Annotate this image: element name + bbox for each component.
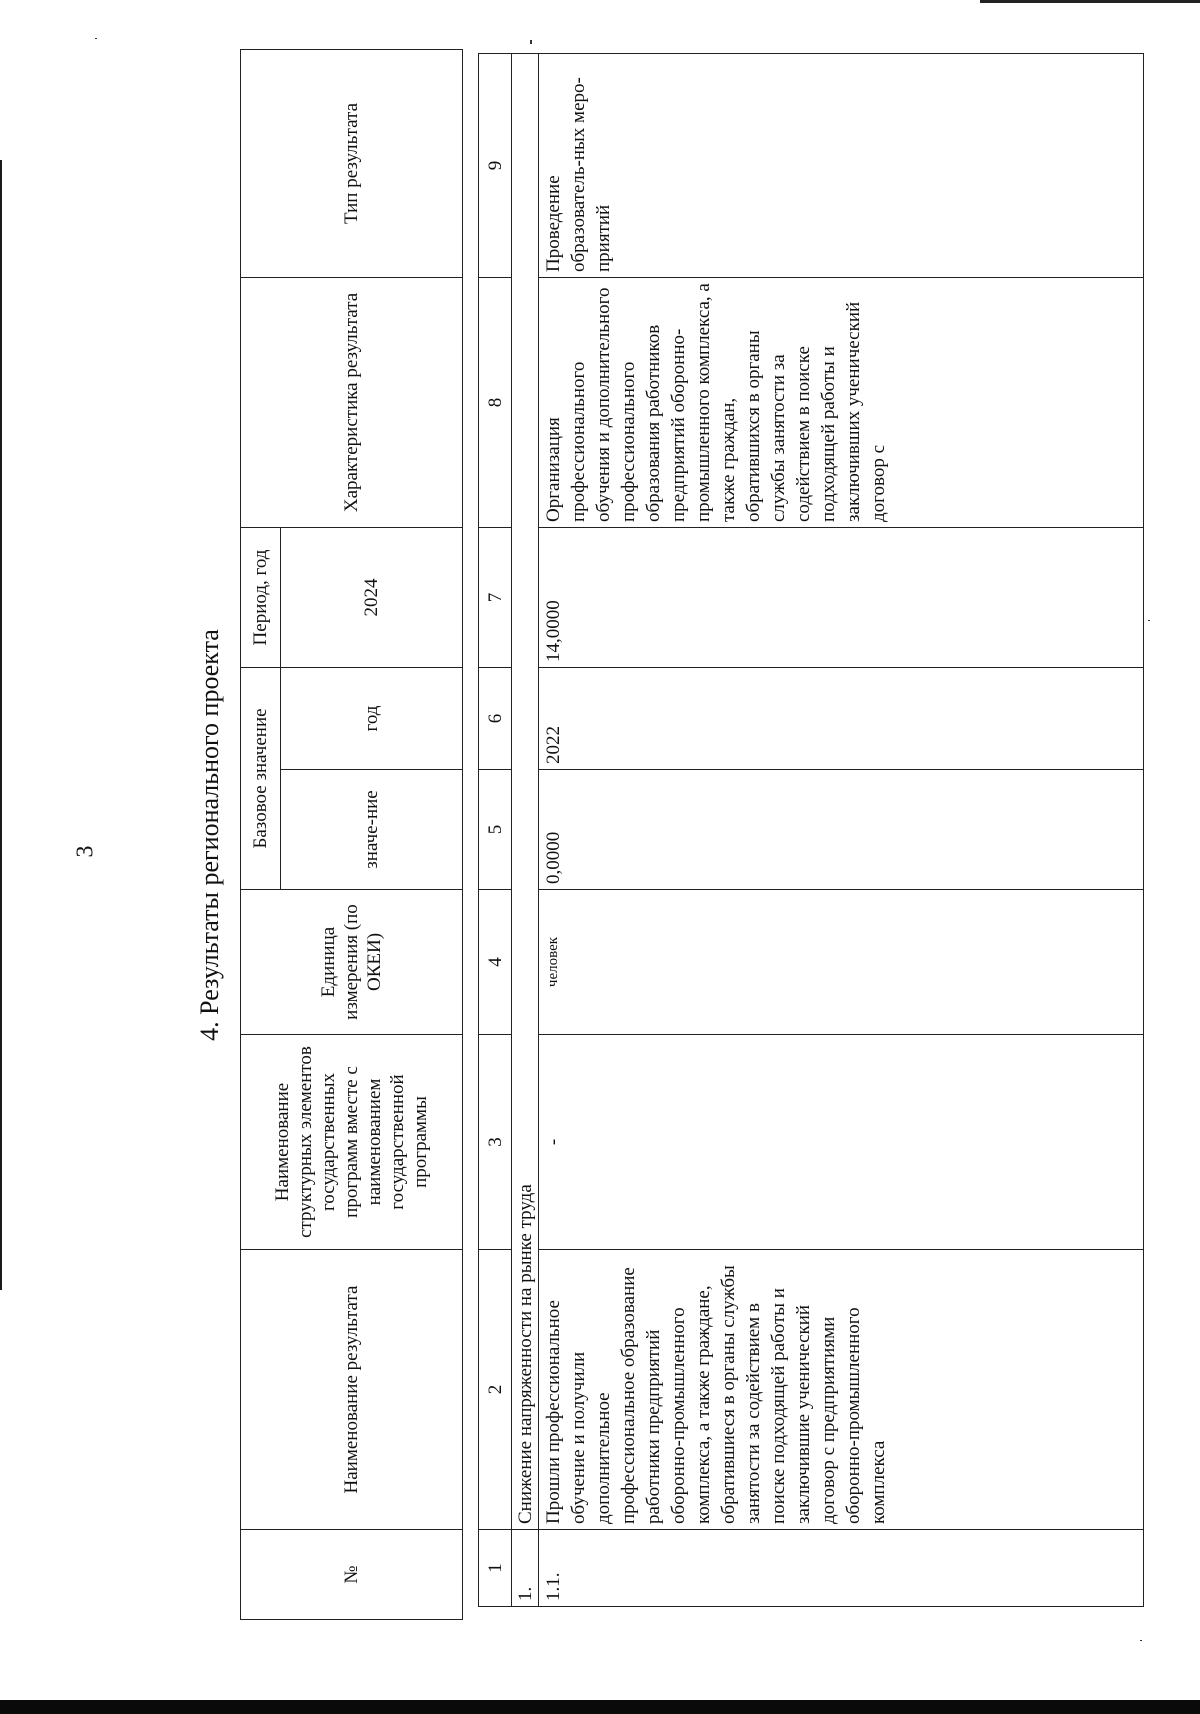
header-base-value-value: значе-ние [281, 770, 463, 890]
scan-left-edge [0, 160, 2, 1290]
header-unit: Единица измерения (по ОКЕИ) [241, 890, 463, 1035]
header-result-name: Наименование результата [241, 1250, 463, 1530]
section-number: 1. [512, 1530, 539, 1607]
row-base-value: 0,0000 [539, 770, 1144, 890]
row-value-2024: 14,0000 [539, 528, 1144, 668]
column-number: 4 [479, 890, 512, 1035]
section-title: Снижение напряженности на рынке труда [512, 54, 539, 1530]
table-row [539, 54, 1144, 1607]
column-number: 3 [479, 1035, 512, 1250]
column-number: 7 [479, 528, 512, 668]
row-result-name: Прошли профессиональное обучение и получили дополнительное профессиональное образование работники предприятий оборонно-промышленного комплекса, а также граждане, обратившиеся в органы службы занятости за содействием в поиске подходящей работы и заключившие ученический договор с предприятиями оборонно-промышленного комплекса [539, 1250, 1144, 1530]
header-characteristic: Характеристика результата [241, 277, 463, 527]
rotated-sheet [195, 50, 1165, 1620]
column-number: 5 [479, 770, 512, 890]
header-result-type: Тип результата [241, 49, 463, 277]
header-structural-elements: Наименование структурных элементов государственных программ вместе с наименованием государственной программы [241, 1035, 463, 1250]
header-number: № [241, 1530, 463, 1620]
results-body-table [478, 53, 1144, 1607]
row-unit: человек [539, 890, 1144, 1035]
scan-speck [530, 40, 532, 44]
header-period-2024: 2024 [281, 527, 463, 667]
scan-bottom-band [0, 1700, 1200, 1714]
column-number: 8 [479, 278, 512, 528]
scan-speck [95, 38, 97, 39]
column-number: 1 [479, 1530, 512, 1607]
column-number: 2 [479, 1250, 512, 1530]
row-base-year: 2022 [539, 668, 1144, 770]
section-heading: 4. Результаты регионального проекта [195, 629, 224, 1041]
scan-speck [1140, 1640, 1142, 1641]
row-result-type: Проведение образователь-ных меро-приятий [539, 54, 1144, 278]
header-base-value-year: год [281, 667, 463, 769]
section-row [512, 54, 539, 1607]
scan-top-rule [980, 0, 1200, 3]
column-number: 9 [479, 54, 512, 278]
row-characteristic: Организация профессионального обучения и дополнительного профессионального образования работников предприятий оборонно-промышленного комплекса, а также граждан, обратившихся в органы службы занятости за содействием в поиске подходящей работы и заключивших ученический договор с [539, 278, 1144, 528]
row-structural-elements: - [539, 1035, 1144, 1250]
header-base-value: Базовое значение [241, 667, 281, 889]
page-number: 3 [72, 845, 99, 858]
column-number: 6 [479, 668, 512, 770]
results-header-table [240, 49, 463, 1620]
column-number-row [479, 54, 512, 1607]
row-number: 1.1. [539, 1530, 1144, 1607]
header-period: Период, год [241, 527, 281, 667]
